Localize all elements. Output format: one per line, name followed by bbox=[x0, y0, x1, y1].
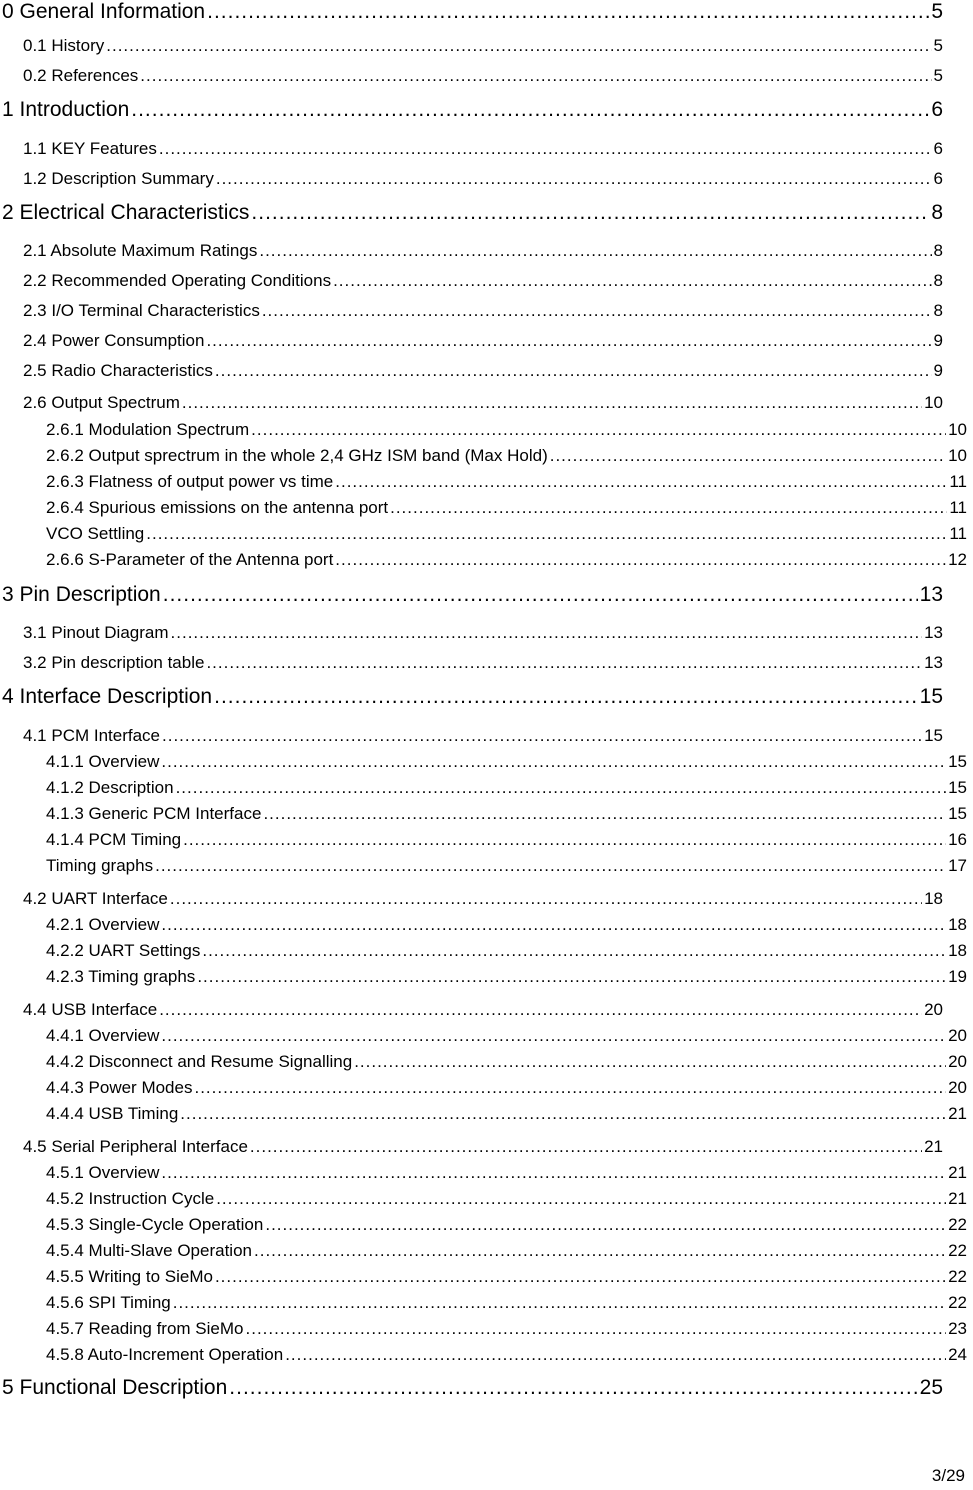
toc-dot-leader bbox=[173, 1293, 946, 1313]
toc-entry-level-2[interactable] bbox=[23, 301, 943, 323]
toc-dot-leader bbox=[550, 446, 946, 466]
toc-entry-level-2[interactable] bbox=[23, 653, 943, 675]
toc-entry-level-1[interactable] bbox=[2, 0, 943, 26]
toc-entry-level-3[interactable] bbox=[46, 524, 967, 546]
toc-entry-level-2[interactable] bbox=[23, 623, 943, 645]
toc-entry-page: 15 bbox=[948, 778, 967, 797]
toc-entry-title: 4.2.2 UART Settings bbox=[46, 941, 201, 960]
toc-dot-leader bbox=[146, 524, 947, 544]
toc-entry-title: 4.5.4 Multi-Slave Operation bbox=[46, 1241, 252, 1260]
toc-entry-title: 2.6.1 Modulation Spectrum bbox=[46, 420, 250, 439]
toc-dot-leader bbox=[215, 361, 932, 381]
toc-dot-leader bbox=[390, 498, 947, 518]
toc-entry-level-3[interactable] bbox=[46, 1345, 967, 1367]
toc-entry-page: 24 bbox=[948, 1345, 967, 1364]
toc-entry-title: 4.1.3 Generic PCM Interface bbox=[46, 804, 262, 823]
toc-entry-level-3[interactable] bbox=[46, 941, 967, 963]
toc-dot-leader bbox=[159, 139, 932, 159]
toc-dot-leader bbox=[216, 1189, 946, 1209]
toc-dot-leader bbox=[207, 0, 929, 24]
toc-dot-leader bbox=[176, 778, 947, 798]
toc-dot-leader bbox=[254, 1241, 946, 1261]
toc-entry-level-3[interactable] bbox=[46, 830, 967, 852]
toc-entry-level-3[interactable] bbox=[46, 472, 967, 494]
toc-entry-page: 11 bbox=[949, 498, 967, 517]
toc-entry-title: 1 Introduction bbox=[2, 98, 130, 121]
toc-dot-leader bbox=[202, 941, 946, 961]
toc-entry-page: 8 bbox=[931, 201, 943, 224]
toc-entry-title: 4.5.7 Reading from SieMo bbox=[46, 1319, 244, 1338]
toc-dot-leader bbox=[214, 685, 918, 709]
toc-entry-page: 17 bbox=[948, 856, 967, 875]
toc-entry-page: 18 bbox=[948, 941, 967, 960]
toc-entry-page: 9 bbox=[933, 331, 943, 350]
toc-dot-leader bbox=[335, 550, 946, 570]
toc-entry-page: 5 bbox=[933, 66, 943, 85]
toc-entry-level-3[interactable] bbox=[46, 1163, 967, 1185]
toc-entry-page: 12 bbox=[948, 550, 967, 569]
toc-entry-page: 21 bbox=[948, 1189, 967, 1208]
toc-entry-level-3[interactable] bbox=[46, 550, 967, 572]
toc-entry-level-3[interactable] bbox=[46, 498, 967, 520]
toc-dot-leader bbox=[170, 889, 922, 909]
toc-entry-level-2[interactable] bbox=[23, 889, 943, 911]
toc-entry-level-3[interactable] bbox=[46, 1319, 967, 1341]
toc-entry-title: 3.2 Pin description table bbox=[23, 653, 205, 672]
toc-entry-level-3[interactable] bbox=[46, 420, 967, 442]
toc-entry-page: 22 bbox=[948, 1215, 967, 1234]
toc-entry-title: 1.2 Description Summary bbox=[23, 169, 214, 188]
toc-entry-level-2[interactable] bbox=[23, 726, 943, 748]
toc-entry-level-3[interactable] bbox=[46, 1078, 967, 1100]
toc-entry-page: 25 bbox=[919, 1376, 943, 1399]
toc-entry-title: 2.2 Recommended Operating Conditions bbox=[23, 271, 332, 290]
toc-entry-level-3[interactable] bbox=[46, 804, 967, 826]
toc-entry-level-2[interactable] bbox=[23, 139, 943, 161]
toc-dot-leader bbox=[182, 393, 922, 413]
toc-entry-level-3[interactable] bbox=[46, 1189, 967, 1211]
toc-entry-level-2[interactable] bbox=[23, 393, 943, 415]
toc-entry-title: 4.2 UART Interface bbox=[23, 889, 168, 908]
toc-entry-level-2[interactable] bbox=[23, 361, 943, 383]
toc-dot-leader bbox=[262, 301, 932, 321]
toc-entry-level-3[interactable] bbox=[46, 1052, 967, 1074]
toc-dot-leader bbox=[162, 726, 922, 746]
toc-entry-page: 18 bbox=[924, 889, 943, 908]
toc-dot-leader bbox=[335, 472, 947, 492]
toc-dot-leader bbox=[171, 623, 923, 643]
toc-entry-title: 0.2 References bbox=[23, 66, 139, 85]
toc-entry-level-1[interactable] bbox=[2, 685, 943, 711]
toc-entry-title: 4.1.4 PCM Timing bbox=[46, 830, 182, 849]
toc-entry-page: 15 bbox=[948, 804, 967, 823]
toc-entry-level-2[interactable] bbox=[23, 66, 943, 88]
toc-entry-page: 10 bbox=[948, 420, 967, 439]
toc-entry-page: 11 bbox=[949, 524, 967, 543]
toc-entry-title: 4.4.1 Overview bbox=[46, 1026, 160, 1045]
toc-entry-title: 4.5.8 Auto-Increment Operation bbox=[46, 1345, 284, 1364]
toc-dot-leader bbox=[161, 752, 946, 772]
toc-dot-leader bbox=[161, 1163, 946, 1183]
toc-dot-leader bbox=[206, 653, 922, 673]
toc-entry-title: 2.6 Output Spectrum bbox=[23, 393, 180, 412]
toc-dot-leader bbox=[140, 66, 931, 86]
toc-entry-page: 6 bbox=[933, 139, 943, 158]
toc-entry-level-3[interactable] bbox=[46, 1026, 967, 1048]
toc-entry-page: 8 bbox=[933, 241, 943, 260]
toc-entry-page: 15 bbox=[948, 752, 967, 771]
toc-dot-leader bbox=[250, 1137, 922, 1157]
toc-entry-title: 2.6.6 S-Parameter of the Antenna port bbox=[46, 550, 334, 569]
toc-entry-level-3[interactable] bbox=[46, 446, 967, 468]
toc-entry-level-3[interactable] bbox=[46, 1293, 967, 1315]
toc-entry-level-2[interactable] bbox=[23, 36, 943, 58]
toc-entry-page: 21 bbox=[948, 1163, 967, 1182]
toc-entry-page: 22 bbox=[948, 1293, 967, 1312]
toc-entry-title: VCO Settling bbox=[46, 524, 145, 543]
toc-entry-page: 20 bbox=[948, 1078, 967, 1097]
toc-dot-leader bbox=[155, 856, 946, 876]
toc-dot-leader bbox=[229, 1376, 917, 1400]
toc-entry-title: 0.1 History bbox=[23, 36, 105, 55]
toc-entry-level-3[interactable] bbox=[46, 1241, 967, 1263]
toc-entry-page: 22 bbox=[948, 1267, 967, 1286]
toc-dot-leader bbox=[215, 1267, 946, 1287]
toc-entry-title: 4.4.4 USB Timing bbox=[46, 1104, 179, 1123]
toc-dot-leader bbox=[216, 169, 932, 189]
toc-dot-leader bbox=[259, 241, 931, 261]
toc-dot-leader bbox=[194, 1078, 946, 1098]
toc-dot-leader bbox=[197, 967, 946, 987]
toc-entry-page: 15 bbox=[924, 726, 943, 745]
toc-entry-title: 4.4.3 Power Modes bbox=[46, 1078, 193, 1097]
toc-entry-title: 2.6.2 Output sprectrum in the whole 2,4 GHz ISM band (Max Hold) bbox=[46, 446, 548, 465]
toc-dot-leader bbox=[354, 1052, 946, 1072]
toc-entry-page: 20 bbox=[924, 1000, 943, 1019]
toc-entry-page: 5 bbox=[933, 36, 943, 55]
toc-dot-leader bbox=[161, 915, 946, 935]
toc-entry-level-3[interactable] bbox=[46, 1215, 967, 1237]
toc-entry-level-3[interactable] bbox=[46, 752, 967, 774]
toc-dot-leader bbox=[246, 1319, 947, 1339]
toc-entry-title: 2.1 Absolute Maximum Ratings bbox=[23, 241, 258, 260]
toc-entry-title: 4.5.5 Writing to SieMo bbox=[46, 1267, 213, 1286]
toc-dot-leader bbox=[251, 420, 946, 440]
toc-entry-title: 4.1.2 Description bbox=[46, 778, 174, 797]
toc-entry-level-2[interactable] bbox=[23, 169, 943, 191]
toc-dot-leader bbox=[161, 1026, 946, 1046]
toc-entry-page: 23 bbox=[948, 1319, 967, 1338]
toc-dot-leader bbox=[183, 830, 946, 850]
toc-entry-title: 4.1 PCM Interface bbox=[23, 726, 161, 745]
toc-entry-level-2[interactable] bbox=[23, 1137, 943, 1159]
toc-entry-page: 20 bbox=[948, 1026, 967, 1045]
toc-entry-title: 4.5.2 Instruction Cycle bbox=[46, 1189, 215, 1208]
toc-entry-page: 10 bbox=[948, 446, 967, 465]
toc-entry-title: 0 General Information bbox=[2, 0, 206, 23]
toc-entry-title: 4.5.6 SPI Timing bbox=[46, 1293, 171, 1312]
toc-entry-title: 5 Functional Description bbox=[2, 1376, 228, 1399]
page-number: 3/29 bbox=[931, 1466, 965, 1485]
toc-dot-leader bbox=[206, 331, 931, 351]
toc-entry-page: 11 bbox=[949, 472, 967, 491]
toc-entry-page: 21 bbox=[948, 1104, 967, 1123]
toc-entry-level-3[interactable] bbox=[46, 1104, 967, 1126]
toc-dot-leader bbox=[265, 1215, 946, 1235]
toc-dot-leader bbox=[131, 98, 929, 122]
toc-entry-title: 2.6.3 Flatness of output power vs time bbox=[46, 472, 334, 491]
toc-entry-level-3[interactable] bbox=[46, 778, 967, 800]
toc-entry-page: 13 bbox=[924, 623, 943, 642]
toc-entry-page: 19 bbox=[948, 967, 967, 986]
toc-entry-title: 4.2.1 Overview bbox=[46, 915, 160, 934]
toc-dot-leader bbox=[285, 1345, 946, 1365]
toc-entry-page: 8 bbox=[933, 301, 943, 320]
toc-dot-leader bbox=[106, 36, 931, 56]
toc-entry-title: 2.5 Radio Characteristics bbox=[23, 361, 213, 380]
toc-entry-level-3[interactable] bbox=[46, 967, 967, 989]
toc-entry-title: 3.1 Pinout Diagram bbox=[23, 623, 169, 642]
toc-entry-level-3[interactable] bbox=[46, 915, 967, 937]
toc-entry-page: 21 bbox=[924, 1137, 943, 1156]
toc-entry-title: 4 Interface Description bbox=[2, 685, 213, 708]
toc-entry-level-3[interactable] bbox=[46, 1267, 967, 1289]
toc-entry-title: 4.4.2 Disconnect and Resume Signalling bbox=[46, 1052, 353, 1071]
toc-dot-leader bbox=[163, 583, 918, 607]
toc-entry-level-1[interactable] bbox=[2, 98, 943, 124]
toc-entry-title: 2.4 Power Consumption bbox=[23, 331, 205, 350]
toc-entry-title: Timing graphs bbox=[46, 856, 154, 875]
toc-entry-page: 13 bbox=[919, 583, 943, 606]
toc-entry-page: 9 bbox=[933, 361, 943, 380]
toc-dot-leader bbox=[159, 1000, 922, 1020]
toc-dot-leader bbox=[333, 271, 931, 291]
toc-entry-page: 6 bbox=[933, 169, 943, 188]
toc-entry-page: 15 bbox=[919, 685, 943, 708]
toc-entry-title: 4.5.1 Overview bbox=[46, 1163, 160, 1182]
toc-entry-level-3[interactable] bbox=[46, 856, 967, 878]
toc-entry-title: 1.1 KEY Features bbox=[23, 139, 157, 158]
toc-entry-level-2[interactable] bbox=[23, 271, 943, 293]
toc-entry-page: 18 bbox=[948, 915, 967, 934]
toc-entry-level-1[interactable] bbox=[2, 583, 943, 609]
toc-entry-level-2[interactable] bbox=[23, 331, 943, 353]
toc-entry-page: 13 bbox=[924, 653, 943, 672]
toc-entry-title: 4.5.3 Single-Cycle Operation bbox=[46, 1215, 264, 1234]
toc-dot-leader bbox=[263, 804, 946, 824]
toc-entry-page: 16 bbox=[948, 830, 967, 849]
toc-entry-level-2[interactable] bbox=[23, 1000, 943, 1022]
toc-dot-leader bbox=[251, 201, 929, 225]
toc-entry-title: 2 Electrical Characteristics bbox=[2, 201, 250, 224]
toc-entry-page: 5 bbox=[931, 0, 943, 23]
toc-entry-level-1[interactable] bbox=[2, 201, 943, 227]
toc-entry-title: 2.3 I/O Terminal Characteristics bbox=[23, 301, 260, 320]
toc-entry-page: 20 bbox=[948, 1052, 967, 1071]
toc-entry-title: 3 Pin Description bbox=[2, 583, 161, 606]
toc-entry-page: 10 bbox=[924, 393, 943, 412]
toc-entry-title: 4.1.1 Overview bbox=[46, 752, 160, 771]
toc-entry-level-1[interactable] bbox=[2, 1376, 943, 1402]
toc-entry-title: 4.2.3 Timing graphs bbox=[46, 967, 196, 986]
toc-entry-title: 4.5 Serial Peripheral Interface bbox=[23, 1137, 248, 1156]
toc-entry-page: 22 bbox=[948, 1241, 967, 1260]
toc-dot-leader bbox=[180, 1104, 946, 1124]
toc-entry-page: 8 bbox=[933, 271, 943, 290]
toc-entry-page: 6 bbox=[931, 98, 943, 121]
toc-entry-title: 2.6.4 Spurious emissions on the antenna port bbox=[46, 498, 389, 517]
toc-entry-level-2[interactable] bbox=[23, 241, 943, 263]
toc-entry-title: 4.4 USB Interface bbox=[23, 1000, 158, 1019]
